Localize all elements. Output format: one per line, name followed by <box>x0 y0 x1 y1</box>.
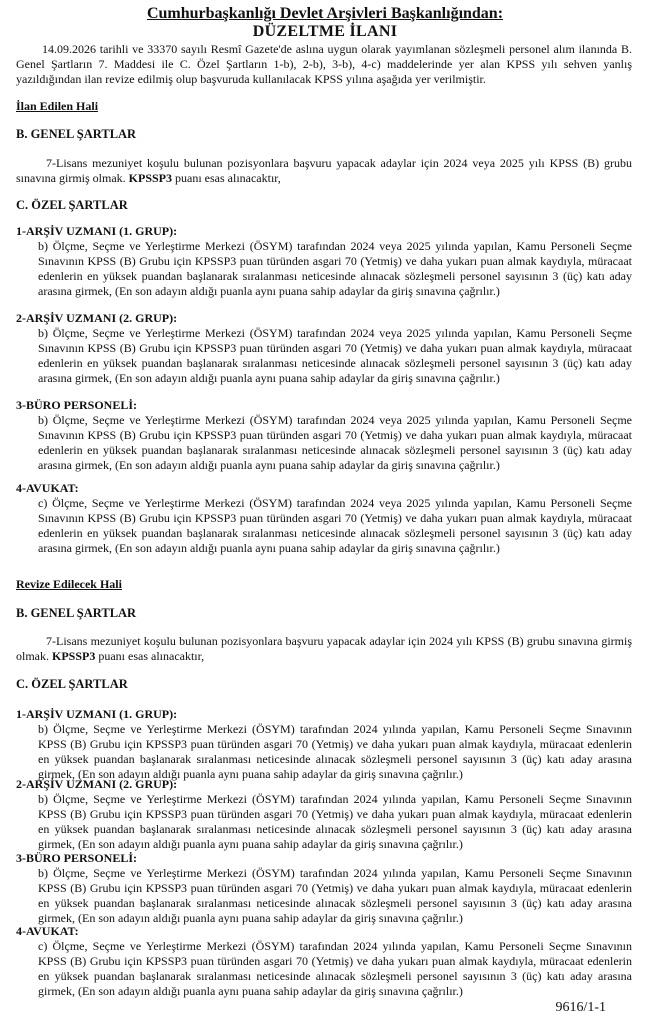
announced-item-label: 3-BÜRO PERSONELİ: <box>16 398 138 412</box>
document-title: Cumhurbaşkanlığı Devlet Arşivleri Başkanlığından: <box>146 5 504 22</box>
revised-item-label: 3-BÜRO PERSONELİ: <box>16 851 138 865</box>
revised-general-text: 7-Lisans mezuniyet koşulu bulunan pozisyonlara başvuru yapacak adaylar için 2024 yılı KPSS (B) grubu sınavına girmiş olmak. <box>16 634 632 663</box>
announced-general-tail: puanı esas alınacaktır, <box>175 171 281 185</box>
revised-heading: Revize Edilecek Hali <box>16 577 122 591</box>
announced-item-text: b) Ölçme, Seçme ve Yerleştirme Merkezi (ÖSYM) tarafından 2024 veya 2025 yılında yapılan, Kamu Personeli Seçme Sınavının KPSS (B) Grubu için KPSSP3 puan türünden asgari 70 (Yetmiş) ve daha yukarı puan almak kaydıyla, müracaat edenlerin en yüksek puandan başlanarak sıralanması neticesinde alınacak sözleşmeli personel sayısının 3 (üç) katı aday arasına girmek, (En son adayın aldığı puanla aynı puana sahip adaylar da giriş sınavına çağrılır.) <box>38 239 632 298</box>
revised-item-text: b) Ölçme, Seçme ve Yerleştirme Merkezi (ÖSYM) tarafından 2024 yılında yapılan, Kamu Personeli Seçme Sınavının KPSS (B) Grubu için KPSSP3 puan türünden asgari 70 (Yetmiş) ve daha yukarı puan almak kaydıyla, müracaat edenlerin en yüksek puandan başlanarak sıralanması neticesinde alınacak sözleşmeli personel sayısının 3 (üç) katı aday arasına girmek, (En son adayın aldığı puanla aynı puana sahip adaylar da giriş sınavına çağrılır.) <box>38 722 632 781</box>
revised-item-text: b) Ölçme, Seçme ve Yerleştirme Merkezi (ÖSYM) tarafından 2024 yılında yapılan, Kamu Personeli Seçme Sınavının KPSS (B) Grubu için KPSSP3 puan türünden asgari 70 (Yetmiş) ve daha yukarı puan almak kaydıyla, müracaat edenlerin en yüksek puandan başlanarak sıralanması neticesinde alınacak sözleşmeli personel sayısının 3 (üç) katı aday arasına girmek, (En son adayın aldığı puanla aynı puana sahip adaylar da giriş sınavına çağrılır.) <box>38 792 632 851</box>
revised-item-text: c) Ölçme, Seçme ve Yerleştirme Merkezi (ÖSYM) tarafından 2024 yılında yapılan, Kamu Personeli Seçme Sınavının KPSS (B) Grubu için KPSSP3 puan türünden asgari 70 (Yetmiş) ve daha yukarı puan almak kaydıyla, müracaat edenlerin en yüksek puandan başlanarak sıralanması neticesinde alınacak sözleşmeli personel sayısının 3 (üç) katı aday arasına girmek, (En son adayın aldığı puanla aynı puana sahip adaylar da giriş sınavına çağrılır.) <box>38 939 632 998</box>
revised-general-tail: puanı esas alınacaktır, <box>98 649 205 663</box>
announced-item-label: 1-ARŞİV UZMANI (1. GRUP): <box>16 224 178 238</box>
announced-item-label: 2-ARŞİV UZMANI (2. GRUP): <box>16 311 178 325</box>
announced-general-bold: KPSSP3 <box>128 171 172 185</box>
announced-general-heading: B. GENEL ŞARTLAR <box>16 127 137 141</box>
announced-heading: İlan Edilen Hali <box>16 99 99 113</box>
announced-item-text: c) Ölçme, Seçme ve Yerleştirme Merkezi (ÖSYM) tarafından 2024 veya 2025 yılında yapılan, Kamu Personeli Seçme Sınavının KPSS (B) Grubu için KPSSP3 puan türünden asgari 70 (Yetmiş) ve daha yukarı puan almak kaydıyla, müracaat edenlerin en yüksek puandan başlanarak sıralanması neticesinde alınacak sözleşmeli personel sayısının 3 (üç) katı aday arasına girmek, (En son adayın aldığı puanla aynı puana sahip adaylar da giriş sınavına çağrılır.) <box>38 496 632 555</box>
revised-item-label: 1-ARŞİV UZMANI (1. GRUP): <box>16 707 178 721</box>
intro-paragraph: 14.09.2026 tarihli ve 33370 sayılı Resmî Gazete'de aslına uygun olarak yayımlanan sözleşmeli personel alım ilanında B. Genel Şartların 7. Maddesi ile C. Özel Şartların 1-b), 2-b), 3-b), 4-c) maddelerinde yer alan KPSS yılı sehven yanlış yazıldığından ilan revize edilmiş olup başvuruda kullanılacak KPSS yılına aşağıda yer verilmiştir. <box>16 42 632 86</box>
revised-special-heading: C. ÖZEL ŞARTLAR <box>16 677 128 691</box>
revised-item-label: 2-ARŞİV UZMANI (2. GRUP): <box>16 777 178 791</box>
document-subtitle: DÜZELTME İLANI <box>252 23 398 40</box>
announced-item-text: b) Ölçme, Seçme ve Yerleştirme Merkezi (ÖSYM) tarafından 2024 veya 2025 yılında yapılan, Kamu Personeli Seçme Sınavının KPSS (B) Grubu için KPSSP3 puan türünden asgari 70 (Yetmiş) ve daha yukarı puan almak kaydıyla, müracaat edenlerin en yüksek puandan başlanarak sıralanması neticesinde alınacak sözleşmeli personel sayısının 3 (üç) katı aday arasına girmek, (En son adayın aldığı puanla aynı puana sahip adaylar da giriş sınavına çağrılır.) <box>38 326 632 385</box>
announced-item-label: 4-AVUKAT: <box>16 481 79 495</box>
announced-general-text: 7-Lisans mezuniyet koşulu bulunan pozisyonlara başvuru yapacak adaylar için 2024 veya 2025 yılı KPSS (B) grubu sınavına girmiş olmak. <box>16 156 632 185</box>
revised-general-bold: KPSSP3 <box>52 649 96 663</box>
revised-general-paragraph <box>16 634 632 664</box>
revised-item-label: 4-AVUKAT: <box>16 924 79 938</box>
document-code: 9616/1-1 <box>555 1000 606 1015</box>
announced-general-paragraph <box>16 156 632 186</box>
announced-item-text: b) Ölçme, Seçme ve Yerleştirme Merkezi (ÖSYM) tarafından 2024 veya 2025 yılında yapılan, Kamu Personeli Seçme Sınavının KPSS (B) Grubu için KPSSP3 puan türünden asgari 70 (Yetmiş) ve daha yukarı puan almak kaydıyla, müracaat edenlerin en yüksek puandan başlanarak sıralanması neticesinde alınacak sözleşmeli personel sayısının 3 (üç) katı aday arasına girmek, (En son adayın aldığı puanla aynı puana sahip adaylar da giriş sınavına çağrılır.) <box>38 413 632 472</box>
announced-special-heading: C. ÖZEL ŞARTLAR <box>16 198 128 212</box>
revised-general-heading: B. GENEL ŞARTLAR <box>16 606 137 620</box>
revised-item-text: b) Ölçme, Seçme ve Yerleştirme Merkezi (ÖSYM) tarafından 2024 yılında yapılan, Kamu Personeli Seçme Sınavının KPSS (B) Grubu için KPSSP3 puan türünden asgari 70 (Yetmiş) ve daha yukarı puan almak kaydıyla, müracaat edenlerin en yüksek puandan başlanarak sıralanması neticesinde alınacak sözleşmeli personel sayısının 3 (üç) katı aday arasına girmek, (En son adayın aldığı puanla aynı puana sahip adaylar da giriş sınavına çağrılır.) <box>38 866 632 925</box>
